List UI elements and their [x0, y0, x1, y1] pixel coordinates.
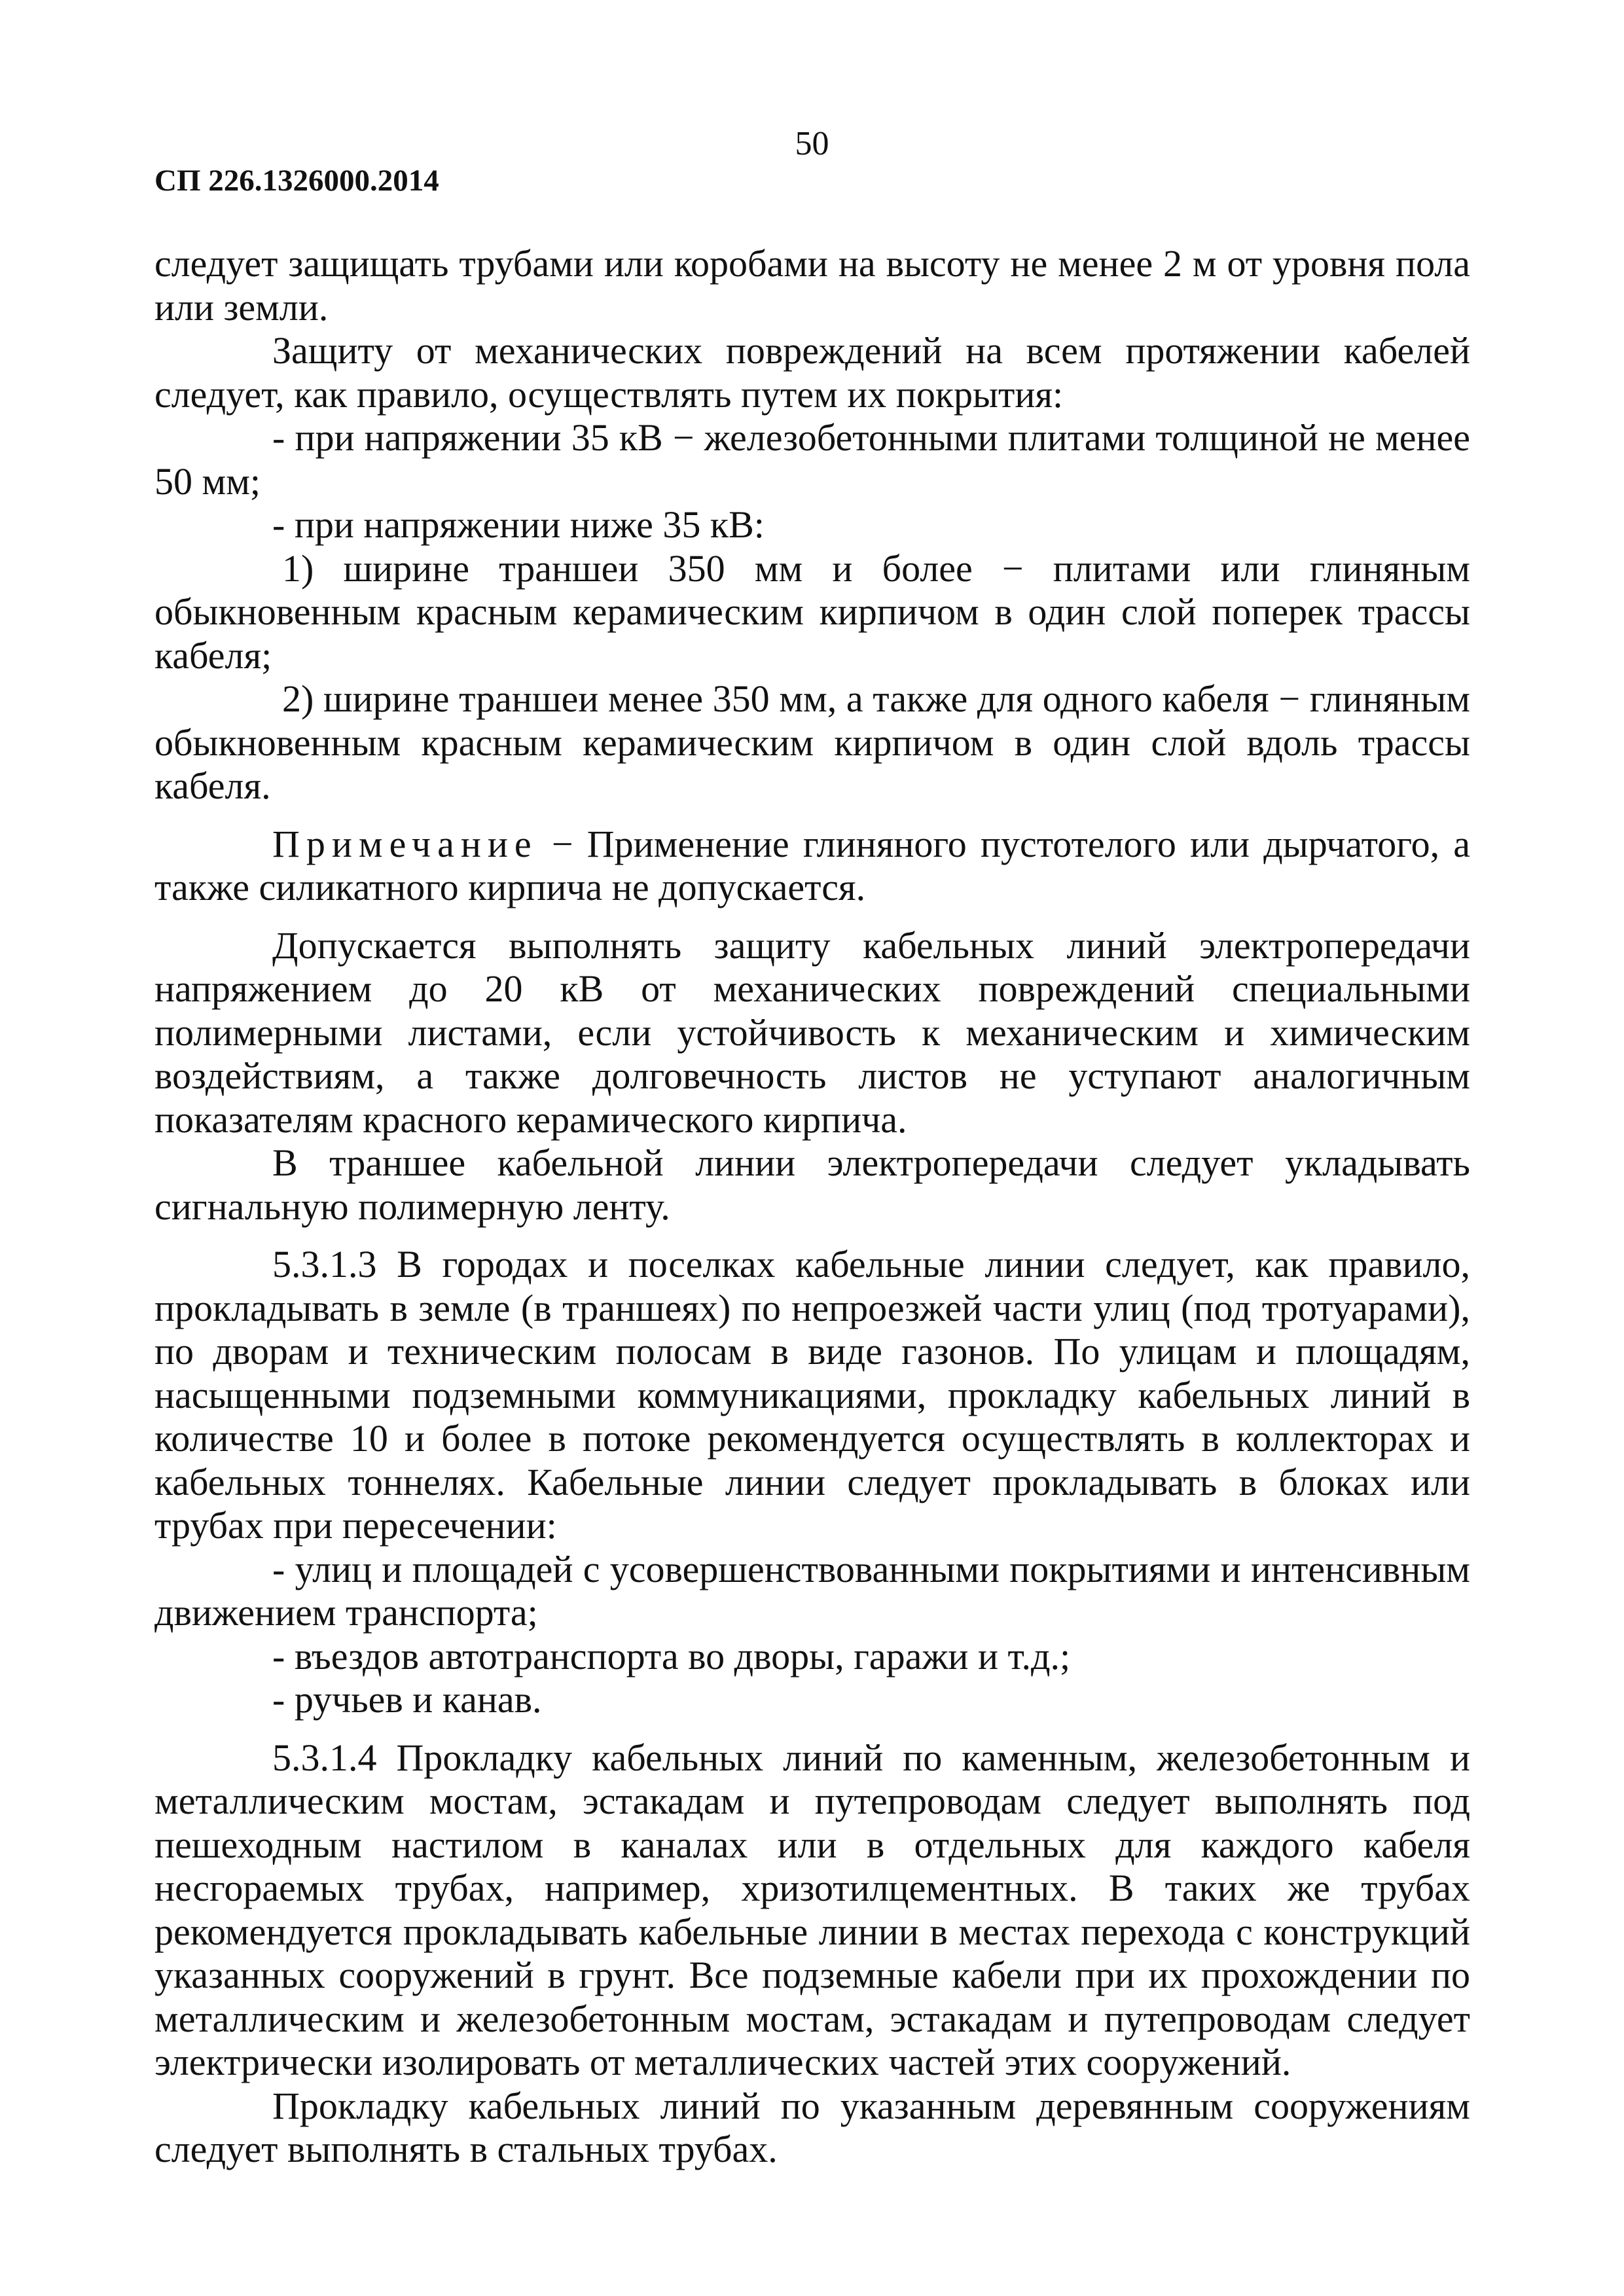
- document-body: [154, 242, 1470, 2172]
- list-item: - улиц и площадей с усовершенствованными покрытиями и интенсивным движением транспорта;: [154, 1547, 1470, 1634]
- document-code: СП 226.1326000.2014: [154, 164, 439, 198]
- list-item: - въездов автотранспорта во дворы, гаражи и т.д.;: [272, 1634, 1071, 1677]
- note: [154, 823, 1470, 910]
- list-item: - при напряжении ниже 35 кВ:: [272, 503, 765, 546]
- page-number: 50: [795, 125, 829, 162]
- list-item: - ручьев и канав.: [272, 1678, 542, 1721]
- note-text: − Применение глиняного пустотелого или дырчатого, а также силикатного кирпича не допускается.: [154, 822, 1470, 908]
- clause-5-3-1-3: 5.3.1.3 В городах и поселках кабельные линии следует, как правило, прокладывать в земле (в траншеях) по непроезжей части улиц (под тротуарами), по дворам и техническим полосам в виде газонов. По улицам и площадям, насыщенными подземными коммуникациями, прокладку кабельных линий в количестве 10 и более в потоке рекомендуется осуществлять в коллекторах и кабельных тоннелях. Кабельные линии следует прокладывать в блоках или трубах при пересечении:: [154, 1243, 1470, 1547]
- paragraph: следует защищать трубами или коробами на высоту не менее 2 м от уровня пола или земли.: [154, 242, 1470, 329]
- note-label: Примечание: [272, 822, 538, 865]
- paragraph: Защиту от механических повреждений на всем протяжении кабелей следует, как правило, осуществлять путем их покрытия:: [154, 329, 1470, 416]
- paragraph: Допускается выполнять защиту кабельных линий электропередачи напряжением до 20 кВ от механических повреждений специальными полимерными листами, если устойчивость к механическим и химическим воздействиям, а также долговечность листов не уступают аналогичным показателям красного керамического кирпича.: [154, 924, 1470, 1141]
- list-item: - при напряжении 35 кВ − железобетонными плитами толщиной не менее 50 мм;: [154, 416, 1470, 503]
- clause-5-3-1-4: 5.3.1.4 Прокладку кабельных линий по каменным, железобетонным и металлическим мостам, эстакадам и путепроводам следует выполнять под пешеходным настилом в каналах или в отдельных для каждого кабеля несгораемых трубах, например, хризотилцементных. В таких же трубах рекомендуется прокладывать кабельные линии в местах перехода с конструкций указанных сооружений в грунт. Все подземные кабели при их прохождении по металлическим и железобетонным мостам, эстакадам и путепроводам следует электрически изолировать от металлических частей этих сооружений.: [154, 1736, 1470, 2083]
- paragraph: В траншее кабельной линии электропередачи следует укладывать сигнальную полимерную ленту.: [154, 1141, 1470, 1228]
- list-item: 1) ширине траншеи 350 мм и более − плитами или глиняным обыкновенным красным керамическим кирпичом в один слой поперек трассы кабеля;: [154, 547, 1470, 677]
- paragraph: Прокладку кабельных линий по указанным деревянным сооружениям следует выполнять в стальных трубах.: [154, 2084, 1470, 2170]
- list-item: 2) ширине траншеи менее 350 мм, а также для одного кабеля − глиняным обыкновенным красным керамическим кирпичом в один слой вдоль трассы кабеля.: [154, 677, 1470, 807]
